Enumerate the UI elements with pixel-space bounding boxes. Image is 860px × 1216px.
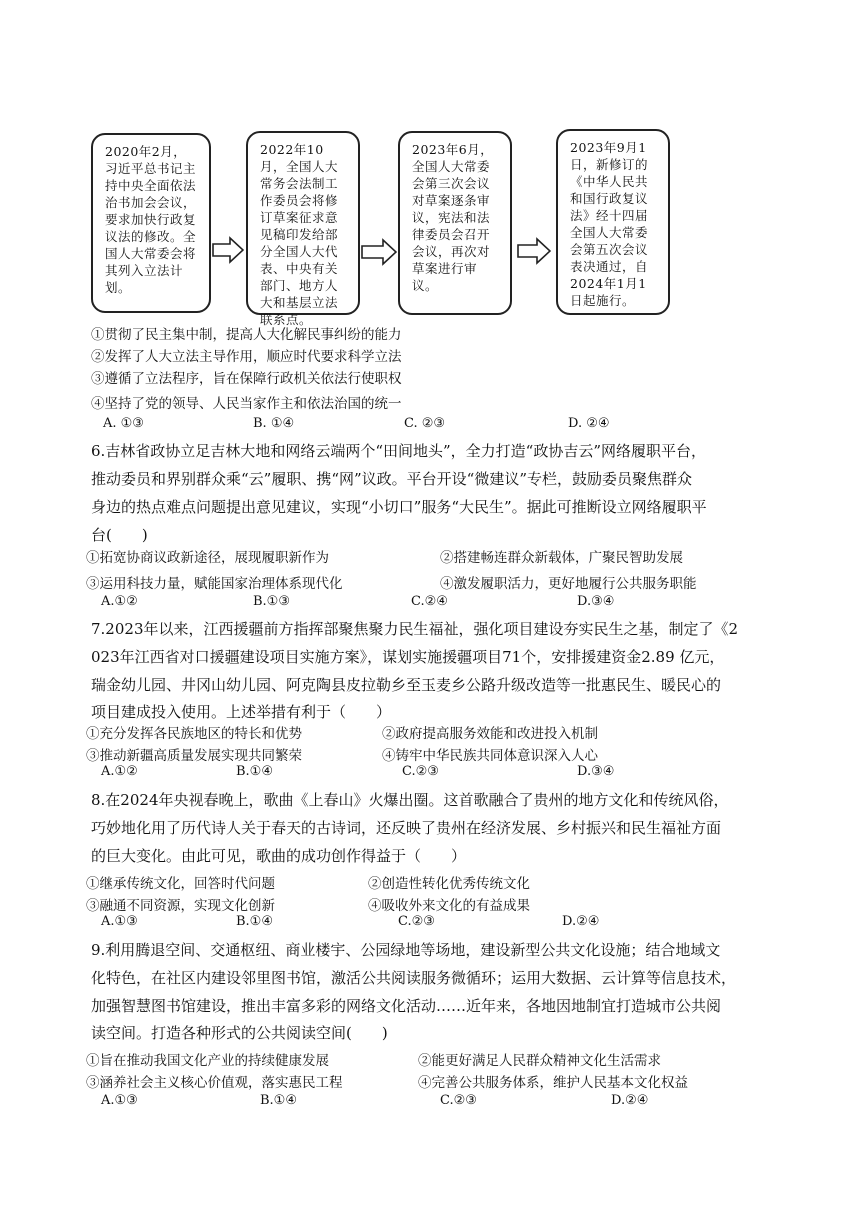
- flow-box-4: 2023年9月1日，新修订的《中华人民共和国行政复议法》经十四届全国人大常委会第五次会议表决通过，自2024年1月1日起施行。: [556, 129, 670, 315]
- q8-option-b: B.①④: [236, 914, 273, 929]
- q9-statement-4: ④完善公共服务体系，维护人民基本文化权益: [418, 1075, 688, 1091]
- q6-statement-1: ①拓宽协商议政新途径，展现履职新作为: [86, 550, 329, 566]
- q5-option-b: B. ①④: [253, 416, 295, 431]
- q8-option-d: D.②④: [562, 914, 600, 929]
- q6-statement-3: ③运用科技力量，赋能国家治理体系现代化: [86, 576, 343, 592]
- q6-stem-line-2: 推动委员和界别群众乘“云”履职、携“网”议政。平台开设“微建议”专栏，鼓励委员聚焦群众: [91, 470, 693, 488]
- q7-statement-2: ②政府提高服务效能和改进投入机制: [382, 726, 598, 742]
- q9-statement-3: ③涵养社会主义核心价值观，落实惠民工程: [86, 1075, 343, 1091]
- q6-stem-line-1: 6.吉林省政协立足吉林大地和网络云端两个“田间地头”，全力打造“政协吉云”网络履职平台，: [91, 442, 706, 460]
- q7-option-b: B.①④: [236, 764, 273, 779]
- q8-statement-1: ①继承传统文化，回答时代问题: [86, 876, 275, 892]
- q9-statement-2: ②能更好满足人民群众精神文化生活需求: [418, 1053, 661, 1069]
- q8-option-c: C.②③: [398, 914, 435, 929]
- q9-stem-line-4: 读空间。打造各种形式的公共阅读空间( ): [91, 1024, 388, 1042]
- q5-statement-1: ①贯彻了民主集中制，提高人大化解民事纠纷的能力: [91, 327, 402, 343]
- q6-statement-2: ②搭建畅连群众新载体，广聚民智助发展: [440, 550, 683, 566]
- flow-box-3: 2023年6月，全国人大常委会第三次会议对草案逐条审议，宪法和法律委员会召开会议，再次对草案进行审议。: [398, 131, 512, 315]
- q9-statement-1: ①旨在推动我国文化产业的持续健康发展: [86, 1053, 329, 1069]
- q7-statement-1: ①充分发挥各民族地区的特长和优势: [86, 726, 302, 742]
- q5-statement-2: ②发挥了人大立法主导作用，顺应时代要求科学立法: [91, 349, 402, 365]
- arrow-right-icon: [212, 236, 244, 264]
- q9-stem-line-1: 9.利用腾退空间、交通枢纽、商业楼宇、公园绿地等场地，建设新型公共文化设施；结合地域文: [91, 941, 721, 959]
- q5-option-d: D. ②④: [568, 416, 610, 431]
- flow-box-2: 2022年10月，全国人大常务会法制工作委员会将修订草案征求意见稿印发给部分全国人大代表、中央有关部门、地方人大和基层立法联系点。: [246, 131, 360, 315]
- q5-statement-4: ④坚持了党的领导、人民当家作主和依法治国的统一: [91, 396, 402, 412]
- q7-option-a: A.①②: [101, 764, 138, 779]
- q7-option-c: C.②③: [402, 764, 439, 779]
- q6-statement-4: ④激发履职活力，更好地履行公共服务职能: [440, 576, 697, 592]
- q5-option-c: C. ②③: [404, 416, 446, 431]
- q6-stem-line-3: 身边的热点难点问题提出意见建议，实现“小切口”服务“大民生”。据此可推断设立网络履职平: [91, 498, 707, 516]
- arrow-right-icon: [361, 238, 397, 266]
- q9-option-d: D.②④: [611, 1093, 649, 1108]
- q5-option-a: A. ①③: [103, 416, 144, 431]
- flow-box-1: 2020年2月，习近平总书记主持中央全面依法治书加会会议，要求加快行政复议法的修改。全国人大常委会将其列入立法计划。: [91, 133, 211, 313]
- q8-stem-line-3: 的巨大变化。由此可见，歌曲的成功创作得益于（ ）: [91, 847, 467, 865]
- q7-option-d: D.③④: [577, 764, 615, 779]
- q7-stem-line-1: 7.2023年以来，江西援疆前方指挥部聚焦聚力民生福祉，强化项目建设夯实民生之基，制定了《2: [91, 620, 739, 638]
- q6-option-d: D.③④: [577, 594, 615, 609]
- q7-stem-line-2: 023年江西省对口援疆建设项目实施方案》，谋划实施援疆项目71个，安排援建资金2.89 亿元，: [91, 648, 725, 666]
- q6-option-c: C.②④: [411, 594, 448, 609]
- q6-option-a: A.①②: [101, 594, 138, 609]
- q7-statement-4: ④铸牢中华民族共同体意识深入人心: [382, 748, 598, 764]
- q9-option-b: B.①④: [260, 1093, 297, 1108]
- q9-stem-line-3: 加强智慧图书馆建设，推出丰富多彩的网络文化活动……近年来，各地因地制宜打造城市公共阅: [91, 997, 722, 1015]
- q8-stem-line-2: 巧妙地化用了历代诗人关于春天的古诗词，还反映了贵州在经济发展、乡村振兴和民生福祉方面: [91, 819, 722, 837]
- q9-option-c: C.②③: [440, 1093, 477, 1108]
- q8-statement-3: ③融通不同资源，实现文化创新: [86, 898, 275, 914]
- arrow-right-icon: [517, 237, 551, 265]
- q7-stem-line-3: 瑞金幼儿园、井冈山幼儿园、阿克陶县皮拉勒乡至玉麦乡公路升级改造等一批惠民生、暖民心的: [91, 676, 722, 694]
- q7-statement-3: ③推动新疆高质量发展实现共同繁荣: [86, 748, 302, 764]
- q6-option-b: B.①③: [253, 594, 290, 609]
- q9-option-a: A.①③: [101, 1093, 138, 1108]
- q8-option-a: A.①③: [101, 914, 138, 929]
- q8-statement-4: ④吸收外来文化的有益成果: [368, 898, 530, 914]
- q6-stem-line-4: 台( ): [91, 526, 148, 544]
- q9-stem-line-2: 化特色，在社区内建设邻里图书馆，激活公共阅读服务微循环；运用大数据、云计算等信息技术，: [91, 969, 737, 987]
- q7-stem-line-4: 项目建成投入使用。上述举措有利于（ ）: [91, 703, 392, 721]
- q5-statement-3: ③遵循了立法程序，旨在保障行政机关依法行使职权: [91, 371, 402, 387]
- q8-stem-line-1: 8.在2024年央视春晚上，歌曲《上春山》火爆出圈。这首歌融合了贵州的地方文化和传统风俗，: [91, 791, 729, 809]
- q8-statement-2: ②创造性转化优秀传统文化: [368, 876, 530, 892]
